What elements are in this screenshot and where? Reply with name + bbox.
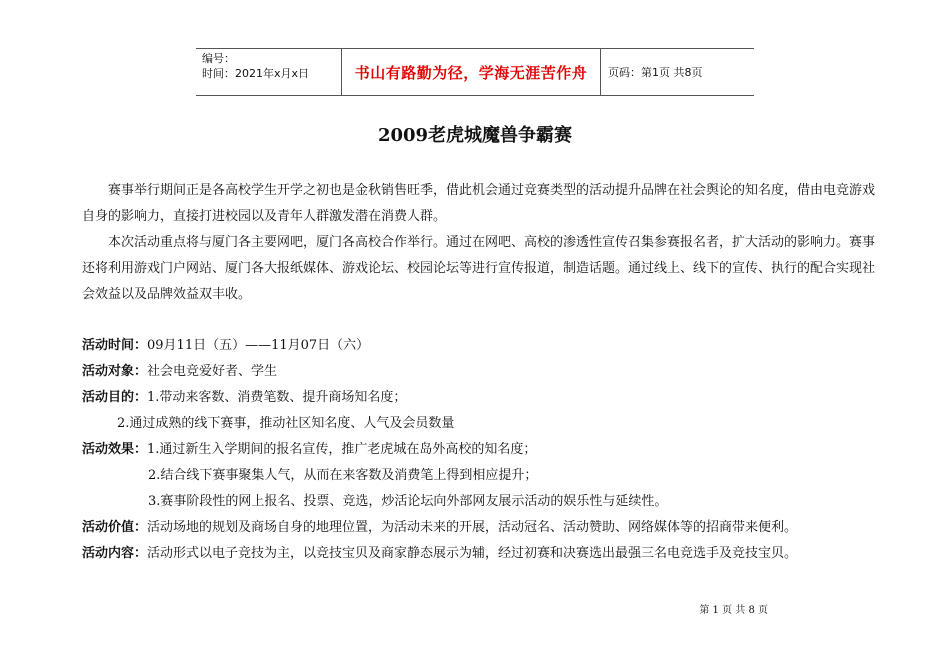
activity-target-value: 社会电竞爱好者、学生 — [147, 364, 278, 379]
activity-effect-row — [82, 437, 902, 463]
intro-paragraph-2: 本次活动重点将与厦门各主要网吧，厦门各高校合作举行。通过在网吧、高校的渗透性宣传召集参赛报名者，扩大活动的影响力。赛事还将利用游戏门户网站、厦门各大报纸媒体、游戏论坛、校园论坛等进行宣传报道，制造话题。通过线上、线下的宣传、执行的配合实现社会效益以及品牌效益双丰收。 — [82, 235, 876, 302]
header-right-cell — [601, 49, 754, 95]
page-info: 页码：第1页 共8页 — [608, 66, 703, 79]
activity-effect-label: 活动效果： — [82, 442, 148, 457]
slogan: 书山有路勤为径，学海无涯苦作舟 — [354, 63, 588, 82]
activity-effect-1: 1.通过新生入学期间的报名宣传，推广老虎城在岛外高校的知名度； — [147, 442, 537, 457]
activity-effect-3: 3.赛事阶段性的网上报名、投票、竞选，炒活论坛向外部网友展示活动的娱乐性与延续性。 — [148, 494, 668, 509]
intro-paragraph-1: 赛事举行期间正是各高校学生开学之初也是金秋销售旺季，借此机会通过竞赛类型的活动提升品牌在社会舆论的知名度，借由电竞游戏自身的影响力，直接打进校园以及青年人群激发潜在消费人群。 — [82, 183, 876, 224]
activity-time-label: 活动时间： — [82, 338, 148, 353]
activity-details — [82, 333, 902, 567]
intro-section — [82, 178, 882, 308]
activity-content-text: 活动形式以电子竞技为主，以竞技宝贝及商家静态展示为辅，经过初赛和决赛选出最强三名电竞选手及竞技宝贝。 — [147, 546, 798, 561]
header-left-cell — [196, 49, 341, 95]
page-footer: 第 1 页 共 8 页 — [699, 605, 768, 616]
activity-purpose-1: 1.带动来客数、消费笔数、提升商场知名度； — [147, 390, 407, 405]
activity-purpose-row — [82, 385, 902, 411]
activity-effect-2: 2.结合线下赛事聚集人气，从而在来客数及消费笔上得到相应提升； — [148, 468, 538, 483]
time-line: 时间：2021年x月x日 — [202, 67, 310, 80]
activity-value-text: 活动场地的规划及商场自身的地理位置，为活动未来的开展，活动冠名、活动赞助、网络媒体等的招商带来便利。 — [147, 520, 798, 535]
activity-purpose-2: 2.通过成熟的线下赛事，推动社区知名度、人气及会员数量 — [117, 416, 455, 431]
activity-purpose-label: 活动目的： — [82, 390, 148, 405]
activity-value-row — [82, 515, 902, 541]
document-title: 2009老虎城魔兽争霸赛 — [377, 125, 573, 146]
activity-content-label: 活动内容： — [82, 546, 148, 561]
activity-target-row — [82, 359, 902, 385]
activity-value-label: 活动价值： — [82, 520, 148, 535]
activity-time-row — [82, 333, 902, 359]
header-middle-cell — [341, 49, 601, 95]
page-header — [196, 48, 754, 96]
activity-content-row — [82, 541, 902, 567]
number-label: 编号： — [202, 52, 235, 65]
activity-target-label: 活动对象： — [82, 364, 148, 379]
activity-time-value: 09月11日（五）——11月07日（六） — [147, 338, 370, 353]
